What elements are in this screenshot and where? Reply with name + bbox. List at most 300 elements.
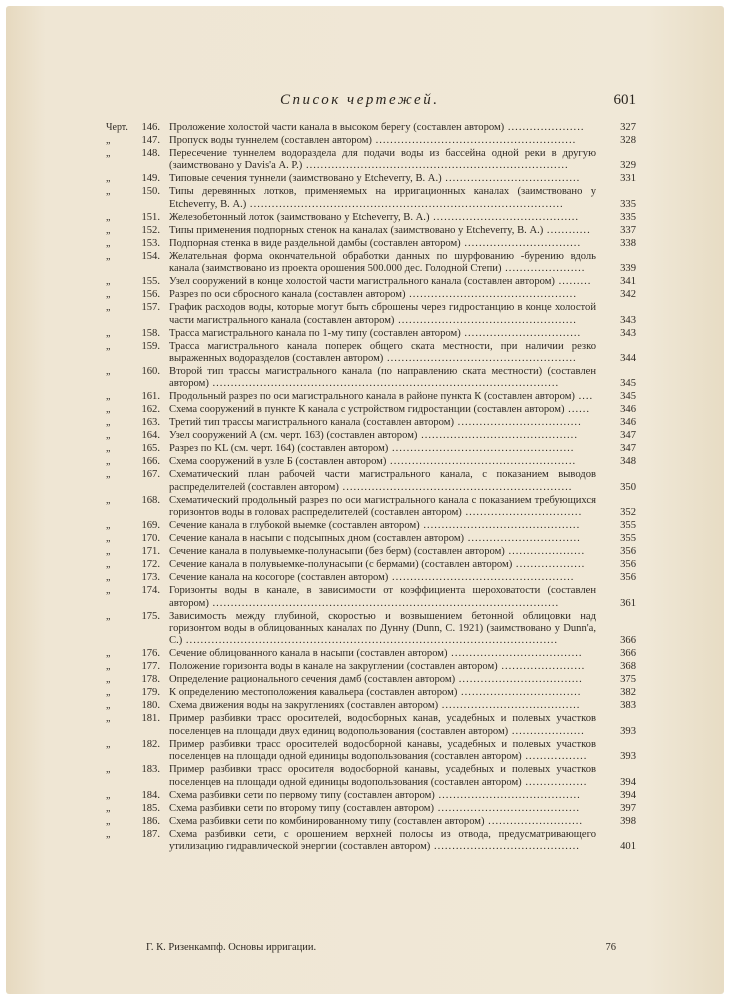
page-reference: 345 (620, 378, 636, 390)
entry-prefix: „ (106, 687, 111, 699)
drawing-number: 146. (141, 122, 160, 133)
entry-prefix: „ (106, 764, 111, 776)
entry-prefix: „ (106, 546, 111, 558)
drawing-description-text: Схема разбивки сети по первому типу (составлен автором) (169, 789, 435, 801)
drawing-description-text: Пример разбивки трасс оросителей, водосборных канав, усадебных и полевых участков поселенцев на площади двух единиц водопользования (составлен автором) (169, 713, 596, 737)
drawing-description-text: Сечение канала в полувыемке-полунасыпи (с бермами) (составлен автором) (169, 559, 513, 571)
entry-prefix: „ (106, 469, 111, 481)
drawing-description (169, 212, 596, 224)
dot-leader: .......................... (484, 815, 584, 827)
page-reference: 347 (620, 430, 636, 442)
dot-leader: ................................. (457, 687, 582, 699)
drawing-description-text: Железобетонный лоток (заимствовано у Etcheverry, В. А.) (169, 211, 430, 223)
drawing-description (169, 122, 596, 134)
dot-leader: ............................................................................................... (208, 378, 560, 390)
dot-leader: ..................... (504, 122, 585, 133)
entry-prefix: Черт. (106, 122, 128, 133)
drawing-description-text: Проложение холостой части канала в высоком берегу (составлен автором) (169, 122, 505, 133)
entry-prefix: „ (106, 224, 111, 236)
list-item (106, 790, 636, 802)
list-item (106, 469, 636, 494)
page-reference: 344 (620, 353, 636, 365)
drawing-description-text: Узел сооружений в конце холостой части магистрального канала (составлен автором) (169, 276, 555, 288)
page-reference: 350 (620, 481, 636, 493)
drawing-description-text: Пересечение туннелем водораздела для подачи воды из бассейна одной реки в другую (заимствовано у Davis'а А. P.) (169, 148, 596, 172)
page-reference: 355 (620, 520, 636, 532)
drawing-number: 173. (141, 572, 160, 584)
dot-leader: ..................................... (441, 173, 581, 185)
page-reference: 346 (620, 417, 636, 429)
dot-leader: ................. (521, 776, 588, 788)
drawing-number: 172. (141, 559, 160, 571)
drawing-description (169, 803, 596, 815)
drawing-description-text: Горизонты воды в канале, в зависимости от коэффициента шероховатости (составлен автором) (169, 585, 596, 609)
dot-leader: ............................................................................................... (208, 597, 560, 609)
page-reference: 341 (620, 276, 636, 288)
dot-leader: .................................. (454, 417, 582, 429)
signature-number: 76 (605, 942, 616, 953)
page-reference: 356 (620, 559, 636, 571)
list-item (106, 122, 636, 134)
list-item (106, 404, 636, 416)
page-reference: 331 (620, 173, 636, 185)
drawing-number: 174. (141, 585, 160, 597)
list-item (106, 611, 636, 648)
drawing-number: 177. (141, 661, 160, 673)
page-reference: 366 (620, 648, 636, 660)
dot-leader: ...................................... (438, 700, 581, 712)
list-item (106, 366, 636, 391)
list-item (106, 713, 636, 738)
entry-prefix: „ (106, 661, 111, 673)
page-reference: 368 (620, 661, 636, 673)
dot-leader: ................................................... (386, 456, 577, 468)
drawing-description-text: Разрез по KL (см. черт. 164) (составлен автором) (169, 443, 389, 455)
drawing-number: 168. (141, 494, 160, 506)
page-header (106, 92, 636, 114)
drawing-description-text: Сечение канала в полувыемке-полунасыпи (без берм) (составлен автором) (169, 546, 505, 558)
dot-leader: ....................................................... (371, 135, 577, 146)
drawing-description (169, 533, 596, 545)
drawing-description-text: Сечение облицованного канала в насыпи (составлен автором) (169, 648, 448, 660)
entry-prefix: „ (106, 520, 111, 532)
book-page (6, 6, 724, 994)
dot-leader: ...................................................................................... (246, 198, 564, 210)
drawing-description (169, 700, 596, 712)
page-reference: 348 (620, 456, 636, 468)
list-item (106, 173, 636, 185)
drawing-description (169, 186, 596, 211)
page-reference: 327 (620, 122, 636, 133)
page-reference: 335 (620, 211, 636, 223)
list-item (106, 764, 636, 789)
drawing-number: 175. (141, 610, 160, 622)
dot-leader: ........................................ (430, 841, 580, 853)
page-reference: 329 (620, 160, 636, 172)
drawing-number: 185. (141, 802, 160, 814)
drawing-number: 147. (141, 135, 160, 146)
drawing-description (169, 739, 596, 764)
list-item (106, 212, 636, 224)
entry-prefix: „ (106, 366, 111, 378)
dot-leader: ............................... (464, 533, 581, 545)
entry-prefix: „ (106, 302, 111, 314)
dot-leader: ...................... (501, 263, 586, 275)
drawing-number: 170. (141, 533, 160, 545)
drawing-description-text: Трасса магистрального канала поперек общего ската местности, при наличии резко выраженных водоразделов (составлен автором) (169, 340, 596, 365)
drawing-description (169, 404, 596, 416)
drawing-description-text: Сечение канала на косогоре (составлен автором) (169, 572, 389, 584)
list-item (106, 572, 636, 584)
page-reference: 361 (620, 597, 636, 609)
entry-prefix: „ (106, 391, 111, 403)
dot-leader: ....................... (497, 661, 586, 673)
drawing-description-text: Сечение канала в глубокой выемке (составлен автором) (169, 520, 420, 532)
list-item (106, 443, 636, 455)
entry-prefix: „ (106, 417, 111, 429)
entry-prefix: „ (106, 186, 111, 198)
list-item (106, 533, 636, 545)
drawing-description-text: К определению местоположения кавальера (составлен автором) (169, 687, 458, 699)
drawing-number: 157. (141, 302, 160, 314)
list-item (106, 803, 636, 815)
drawing-description-text: График расходов воды, которые могут быть сброшены через гидростанцию в конце холостой части магистрального канала (составлен автором) (169, 302, 596, 326)
page-reference: 394 (620, 776, 636, 788)
drawing-description-text: Схематический продольный разрез по оси магистрального канала с показанием требующихся горизонтов воды в головах распределителей (составлен автором) (169, 494, 596, 519)
drawing-description-text: Второй тип трассы магистрального канала (по направлению ската местности) (составлен автором) (169, 366, 596, 390)
dot-leader: ........................................................................ (302, 160, 569, 172)
drawing-description (169, 225, 596, 237)
drawing-description (169, 559, 596, 571)
page-reference: 394 (620, 789, 636, 801)
page-reference: 375 (620, 674, 636, 686)
drawing-description-text: Продольный разрез по оси магистрального канала в районе пункта К (составлен автором) (169, 391, 575, 403)
drawing-description (169, 251, 596, 276)
dot-leader: ...................................................................................................... (182, 635, 559, 647)
drawing-description-text: Схема разбивки сети по комбинированному типу (составлен автором) (169, 815, 485, 827)
drawing-description (169, 648, 596, 660)
page-reference: 397 (620, 802, 636, 814)
drawing-description-text: Зависимость между глубиной, скоростью и возвышением бетонной облицовки над горизонтом воды в облицованных каналах по Дунну (Dunn, С. 1921) (заимствовано у Dunn'а, С.) (169, 610, 596, 647)
drawing-description-text: Схематический план рабочей части магистрального канала, с показанием выводов распределителей (составлен автором) (169, 469, 596, 493)
dot-leader: ................. (521, 751, 588, 763)
page-reference: 339 (620, 263, 636, 275)
page-reference: 352 (620, 507, 636, 519)
dot-leader: ......... (554, 276, 592, 288)
entry-prefix: „ (106, 559, 111, 571)
entry-prefix: „ (106, 404, 111, 416)
drawing-description-text: Желательная форма окончательной обработки данных по шурфованию -бурению вдоль канала (заимствовано из проекта орошения 500.000 дес. Голодной Степи) (169, 250, 596, 275)
drawing-description (169, 469, 596, 494)
drawing-number: 183. (141, 764, 160, 776)
page-reference: 366 (620, 635, 636, 647)
list-item (106, 238, 636, 250)
page-reference: 356 (620, 572, 636, 584)
drawing-description (169, 495, 596, 520)
drawing-description (169, 816, 596, 828)
entry-prefix: „ (106, 674, 111, 686)
page-reference: 393 (620, 725, 636, 737)
drawing-description-text: Типы деревянных лотков, применяемых на ирригационных каналах (заимствовано у Etcheverry, В. А.) (169, 186, 596, 210)
list-item (106, 687, 636, 699)
entry-prefix: „ (106, 828, 111, 840)
entry-prefix: „ (106, 789, 111, 801)
drawing-number: 158. (141, 327, 160, 339)
drawing-description (169, 546, 596, 558)
list-item (106, 648, 636, 660)
entry-prefix: „ (106, 430, 111, 442)
list-item (106, 739, 636, 764)
drawing-description (169, 341, 596, 366)
entry-prefix: „ (106, 237, 111, 249)
page-footer (146, 942, 616, 953)
drawing-description-text: Положение горизонта воды в канале на закруглении (составлен автором) (169, 661, 498, 673)
dot-leader: .................................................... (383, 353, 577, 365)
dot-leader: ................................ (460, 327, 582, 339)
list-item (106, 456, 636, 468)
entry-prefix: „ (106, 802, 111, 814)
page-reference: 401 (620, 841, 636, 853)
list-item (106, 816, 636, 828)
dot-leader: ........................................ (429, 211, 580, 223)
dot-leader: .................................................. (388, 572, 575, 584)
list-item (106, 430, 636, 442)
drawing-description (169, 289, 596, 301)
drawing-description-text: Типы применения подпорных стенок на каналах (заимствовано у Etcheverry, В. А.) (169, 224, 544, 236)
drawing-description-text: Подпорная стенка в виде раздельной дамбы (составлен автором) (169, 237, 461, 249)
page-reference: 345 (620, 391, 636, 403)
entry-prefix: „ (106, 443, 111, 455)
list-item (106, 135, 636, 147)
drawing-number: 164. (141, 430, 160, 442)
drawing-description-text: Определение рационального сечения дамб (составлен автором) (169, 674, 456, 686)
dot-leader: .................... (508, 725, 585, 737)
dot-leader: .................................................. (388, 443, 575, 455)
entry-prefix: „ (106, 327, 111, 339)
drawing-description (169, 135, 596, 147)
entry-prefix: „ (106, 700, 111, 712)
entry-prefix: „ (106, 289, 111, 301)
dot-leader: ................................................. (394, 314, 577, 326)
entry-prefix: „ (106, 585, 111, 597)
page-reference: 335 (620, 198, 636, 210)
dot-leader: ...... (564, 404, 591, 416)
drawing-number: 154. (141, 250, 160, 262)
dot-leader: ........................................... (419, 520, 581, 532)
entry-prefix: „ (106, 211, 111, 223)
page-reference: 383 (620, 700, 636, 712)
drawing-description (169, 148, 596, 173)
drawing-description-text: Третий тип трассы магистрального канала (составлен автором) (169, 417, 455, 429)
dot-leader: .... (574, 391, 594, 403)
page-title: Список чертежей. (280, 92, 440, 108)
page-reference: 337 (620, 224, 636, 236)
dot-leader: ............ (543, 224, 591, 236)
drawing-description (169, 790, 596, 802)
page-reference: 355 (620, 533, 636, 545)
dot-leader: ................................ (461, 507, 583, 519)
page-reference: 382 (620, 687, 636, 699)
drawing-description (169, 611, 596, 648)
list-item (106, 661, 636, 673)
drawing-description (169, 417, 596, 429)
page-reference: 393 (620, 751, 636, 763)
drawing-description-text: Схема движения воды на закруглениях (составлен автором) (169, 700, 439, 712)
drawing-number: 163. (141, 417, 160, 429)
drawing-number: 161. (141, 391, 160, 403)
list-item (106, 674, 636, 686)
drawing-number: 162. (141, 404, 160, 416)
entry-prefix: „ (106, 648, 111, 660)
drawing-number: 169. (141, 520, 160, 532)
list-item (106, 341, 636, 366)
drawing-number: 178. (141, 674, 160, 686)
drawing-description (169, 456, 596, 468)
dot-leader: .................................. (455, 674, 583, 686)
drawing-number: 156. (141, 289, 160, 301)
drawing-description (169, 585, 596, 610)
drawing-description-text: Пример разбивки трасс оросителей водосборной канавы, усадебных и полевых участков поселенцев на площади одной единицы водопользования (составлен автором) (169, 738, 596, 763)
page-reference: 342 (620, 289, 636, 301)
entry-prefix: „ (106, 250, 111, 262)
drawing-number: 181. (141, 713, 160, 725)
entry-prefix: „ (106, 148, 111, 159)
list-item (106, 559, 636, 571)
drawing-description (169, 713, 596, 738)
drawing-description-text: Схема сооружений в узле Б (составлен автором) (169, 456, 387, 468)
page-reference: 346 (620, 404, 636, 416)
drawing-description (169, 572, 596, 584)
list-item (106, 829, 636, 854)
list-item (106, 186, 636, 211)
drawing-description (169, 276, 596, 288)
drawing-description (169, 366, 596, 391)
entry-prefix: „ (106, 456, 111, 468)
drawing-description (169, 443, 596, 455)
drawing-number: 176. (141, 648, 160, 660)
drawing-number: 187. (141, 828, 160, 840)
drawing-description-text: Узел сооружений А (см. черт. 163) (составлен автором) (169, 430, 418, 442)
drawing-description (169, 687, 596, 699)
list-item (106, 148, 636, 173)
drawing-description (169, 829, 596, 854)
dot-leader: ............................................................... (338, 481, 573, 493)
list-item (106, 251, 636, 276)
entry-prefix: „ (106, 340, 111, 352)
drawing-number: 166. (141, 456, 160, 468)
drawing-number: 167. (141, 469, 160, 481)
entry-prefix: „ (106, 135, 111, 146)
drawing-number: 186. (141, 815, 160, 827)
drawing-description (169, 328, 596, 340)
dot-leader: ................... (512, 559, 586, 571)
entry-prefix: „ (106, 173, 111, 185)
drawing-description-text: Схема разбивки сети, с орошением верхней полосы из отвода, предусматривающего утилизацию гидравлической энергии (составлен автором) (169, 828, 596, 853)
entry-prefix: „ (106, 610, 111, 622)
drawing-description (169, 430, 596, 442)
drawing-description (169, 661, 596, 673)
page-reference: 347 (620, 443, 636, 455)
drawing-number: 182. (141, 738, 160, 750)
drawings-list (106, 122, 636, 854)
drawing-number: 179. (141, 687, 160, 699)
drawing-description (169, 674, 596, 686)
list-item (106, 585, 636, 610)
drawing-description (169, 520, 596, 532)
page-reference: 398 (620, 815, 636, 827)
page-reference: 343 (620, 327, 636, 339)
entry-prefix: „ (106, 713, 111, 725)
page-reference: 328 (620, 135, 636, 146)
list-item (106, 391, 636, 403)
drawing-description-text: Схема сооружений в пункте К канала с устройством гидростанции (составлен автором) (169, 404, 565, 416)
list-item (106, 289, 636, 301)
drawing-description-text: Сечение канала в насыпи с подсыпных дном (составлен автором) (169, 533, 465, 545)
drawing-number: 153. (141, 237, 160, 249)
dot-leader: .................................... (447, 648, 583, 660)
list-item (106, 417, 636, 429)
drawing-description-text: Трасса магистрального канала по 1-му типу (составлен автором) (169, 327, 461, 339)
list-item (106, 302, 636, 327)
drawing-number: 149. (141, 173, 160, 185)
list-item (106, 700, 636, 712)
entry-prefix: „ (106, 494, 111, 506)
drawing-description (169, 302, 596, 327)
dot-leader: ................................ (460, 237, 582, 249)
drawing-number: 160. (141, 366, 160, 378)
drawing-description-text: Пример разбивки трасс оросителя водосборной канавы, усадебных и полевых участков поселенцев на площади одной единицы водопользования (составлен автором) (169, 764, 596, 788)
drawing-number: 159. (141, 340, 160, 352)
page-reference: 356 (620, 546, 636, 558)
drawing-description-text: Пропуск воды туннелем (составлен автором) (169, 135, 372, 146)
list-item (106, 328, 636, 340)
dot-leader: .............................................. (405, 289, 577, 301)
page-reference: 343 (620, 314, 636, 326)
drawing-number: 152. (141, 224, 160, 236)
drawing-description (169, 238, 596, 250)
page-reference: 338 (620, 237, 636, 249)
entry-prefix: „ (106, 738, 111, 750)
drawing-description-text: Разрез по оси сбросного канала (составлен автором) (169, 289, 406, 301)
entry-prefix: „ (106, 572, 111, 584)
drawing-number: 165. (141, 443, 160, 455)
list-item (106, 225, 636, 237)
list-item (106, 520, 636, 532)
drawing-number: 171. (141, 546, 160, 558)
list-item (106, 276, 636, 288)
drawing-number: 155. (141, 276, 160, 288)
dot-leader: ....................................... (434, 789, 581, 801)
drawing-description-text: Схема разбивки сети по второму типу (составлен автором) (169, 802, 435, 814)
drawing-number: 184. (141, 789, 160, 801)
drawing-description (169, 391, 596, 403)
drawing-number: 150. (141, 186, 160, 198)
drawing-description-text: Типовые сечения туннели (заимствовано у Etcheverry, В. А.) (169, 173, 442, 185)
drawing-description (169, 764, 596, 789)
dot-leader: ....................................... (434, 802, 580, 814)
entry-prefix: „ (106, 276, 111, 288)
drawing-description (169, 173, 596, 185)
page-number: 601 (613, 92, 636, 108)
list-item (106, 495, 636, 520)
drawing-number: 148. (141, 148, 160, 159)
entry-prefix: „ (106, 533, 111, 545)
list-item (106, 546, 636, 558)
drawing-number: 180. (141, 700, 160, 712)
dot-leader: ..................... (504, 546, 586, 558)
footer-author-title: Г. К. Ризенкампф. Основы ирригации. (146, 942, 317, 953)
dot-leader: ........................................... (417, 430, 578, 442)
